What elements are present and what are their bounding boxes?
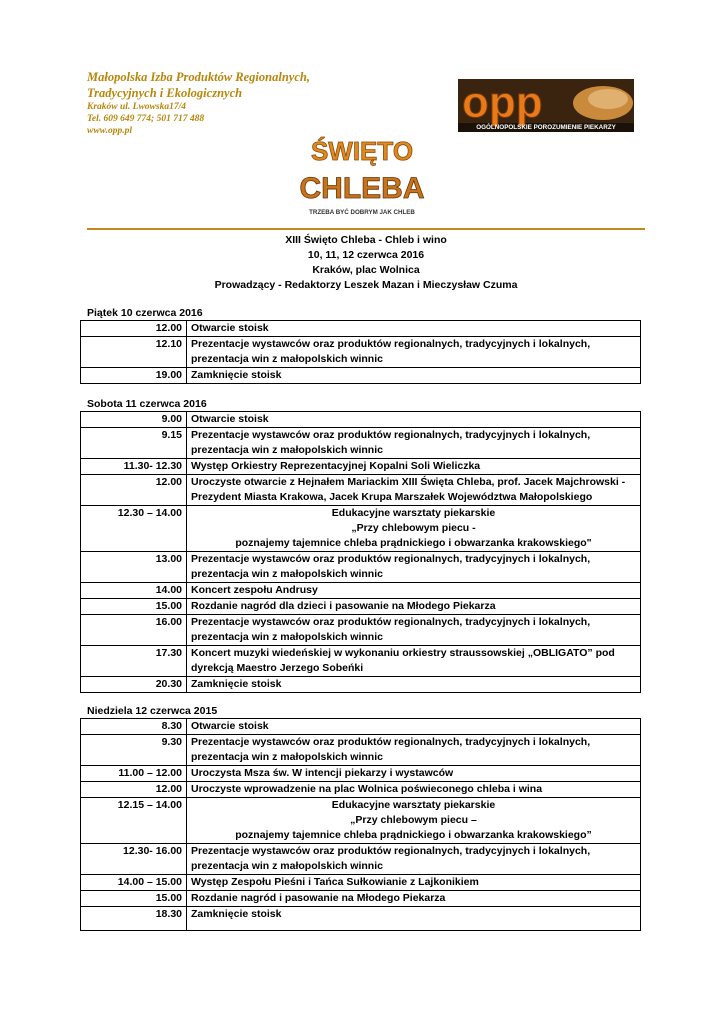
schedule-row bbox=[81, 412, 641, 428]
schedule-event-line: Prezentacje wystawców oraz produktów regionalnych, tradycyjnych i lokalnych, bbox=[191, 553, 591, 565]
schedule-event bbox=[187, 891, 641, 907]
schedule-row bbox=[81, 766, 641, 782]
opp-logo-text: opp bbox=[462, 78, 543, 127]
schedule-row bbox=[81, 782, 641, 798]
schedule-row bbox=[81, 891, 641, 907]
schedule-event-line: Uroczyste otwarcie z Hejnałem Mariackim XIII Święta Chleba, prof. Jacek Majchrowski - bbox=[191, 476, 626, 488]
schedule-event-line: prezentacja win z małopolskich winnic bbox=[191, 631, 383, 643]
org-name-line1: Małopolska Izba Produktów Regionalnych, bbox=[87, 70, 310, 84]
schedule-event-line: Prezentacje wystawców oraz produktów regionalnych, tradycyjnych i lokalnych, bbox=[191, 845, 591, 857]
schedule-event bbox=[187, 766, 641, 782]
schedule-time: 20.30 bbox=[81, 677, 187, 693]
schedule-time: 15.00 bbox=[81, 599, 187, 615]
event-title bbox=[87, 233, 645, 293]
schedule-event-line: Rozdanie nagród i pasowanie na Młodego Piekarza bbox=[191, 892, 446, 904]
schedule-row bbox=[81, 798, 641, 844]
schedule-time: 15.00 bbox=[81, 891, 187, 907]
schedule-time: 12.30- 16.00 bbox=[81, 844, 187, 875]
org-address: Kraków ul. Lwowska17/4 bbox=[87, 102, 186, 112]
schedule-time: 19.00 bbox=[81, 368, 187, 384]
schedule-row bbox=[81, 615, 641, 646]
schedule-event-line: prezentacja win z małopolskich winnic bbox=[191, 444, 383, 456]
schedule-event bbox=[187, 459, 641, 475]
schedule-event bbox=[187, 615, 641, 646]
schedule-row bbox=[81, 735, 641, 766]
schedule-table-saturday bbox=[80, 411, 641, 693]
schedule-row bbox=[81, 583, 641, 599]
org-website: www.opp.pl bbox=[87, 126, 133, 136]
schedule-blank-row bbox=[81, 922, 641, 931]
schedule-event-line: prezentacja win z małopolskich winnic bbox=[191, 860, 383, 872]
schedule-event-line: poznajemy tajemnice chleba prądnickiego i obwarzanka krakowskiego” bbox=[235, 829, 592, 841]
schedule-event-line: Otwarcie stoisk bbox=[191, 720, 269, 732]
swieto-chleba-logo bbox=[299, 128, 425, 220]
schedule-event-line: Prezentacje wystawców oraz produktów regionalnych, tradycyjnych i lokalnych, bbox=[191, 736, 591, 748]
schedule-event-line: Prezentacje wystawców oraz produktów regionalnych, tradycyjnych i lokalnych, bbox=[191, 429, 591, 441]
swieto-logo-line1: ŚWIĘTO bbox=[310, 136, 414, 166]
schedule-time: 16.00 bbox=[81, 615, 187, 646]
schedule-row bbox=[81, 599, 641, 615]
schedule-row bbox=[81, 428, 641, 459]
schedule-event-line: poznajemy tajemnice chleba prądnickiego i obwarzanka krakowskiego" bbox=[235, 537, 592, 549]
schedule-time bbox=[81, 922, 187, 931]
schedule-event bbox=[187, 844, 641, 875]
swieto-logo-tagline: TRZEBA BYĆ DOBRYM JAK CHLEB bbox=[309, 209, 415, 216]
schedule-time: 12.10 bbox=[81, 337, 187, 368]
day-heading-friday: Piątek 10 czerwca 2016 bbox=[87, 307, 203, 319]
schedule-table-friday bbox=[80, 320, 641, 384]
schedule-row bbox=[81, 506, 641, 552]
schedule-event bbox=[187, 428, 641, 459]
schedule-event-line: Otwarcie stoisk bbox=[191, 413, 269, 425]
schedule-event-line: prezentacja win z małopolskich winnic bbox=[191, 568, 383, 580]
schedule-event bbox=[187, 552, 641, 583]
schedule-event-line: Prezydent Miasta Krakowa, Jacek Krupa Marszałek Województwa Małopolskiego bbox=[191, 491, 593, 503]
schedule-row bbox=[81, 844, 641, 875]
day-heading-sunday: Niedziela 12 czerwca 2015 bbox=[87, 705, 218, 717]
org-name-line2: Tradycyjnych i Ekologicznych bbox=[87, 86, 243, 100]
schedule-time: 9.00 bbox=[81, 412, 187, 428]
schedule-event-line: prezentacja win z małopolskich winnic bbox=[191, 353, 383, 365]
schedule-time: 12.15 – 14.00 bbox=[81, 798, 187, 844]
opp-logo bbox=[458, 79, 634, 132]
schedule-time: 12.00 bbox=[81, 475, 187, 506]
event-hosts: Prowadzący - Redaktorzy Leszek Mazan i Mieczysław Czuma bbox=[214, 279, 518, 291]
schedule-row bbox=[81, 907, 641, 923]
schedule-time: 9.30 bbox=[81, 735, 187, 766]
schedule-row bbox=[81, 337, 641, 368]
schedule-event-line: Występ Orkiestry Reprezentacyjnej Kopalni Soli Wieliczka bbox=[191, 460, 481, 472]
schedule-event bbox=[187, 412, 641, 428]
schedule-time: 18.30 bbox=[81, 907, 187, 923]
schedule-event-line: Uroczysta Msza św. W intencji piekarzy i wystawców bbox=[191, 767, 454, 779]
schedule-time: 9.15 bbox=[81, 428, 187, 459]
schedule-time: 8.30 bbox=[81, 719, 187, 735]
schedule-time: 12.00 bbox=[81, 782, 187, 798]
opp-logo-subtitle: OGÓLNOPOLSKIE POROZUMIENIE PIEKARZY bbox=[476, 124, 616, 131]
schedule-event-line: Otwarcie stoisk bbox=[191, 322, 269, 334]
schedule-event-line: Edukacyjne warsztaty piekarskie bbox=[331, 507, 496, 519]
schedule-event bbox=[187, 922, 641, 931]
header-divider bbox=[87, 228, 645, 230]
schedule-event bbox=[187, 677, 641, 693]
schedule-event-line: „Przy chlebowym piecu – bbox=[350, 814, 477, 826]
schedule-event bbox=[187, 599, 641, 615]
schedule-table-sunday bbox=[80, 718, 641, 931]
schedule-event bbox=[187, 506, 641, 552]
schedule-time: 12.00 bbox=[81, 321, 187, 337]
schedule-row bbox=[81, 552, 641, 583]
schedule-event-line: dyrekcją Maestro Jerzego Sobeńki bbox=[191, 662, 364, 674]
schedule-event bbox=[187, 321, 641, 337]
schedule-event-line: Prezentacje wystawców oraz produktów regionalnych, tradycyjnych i lokalnych, bbox=[191, 338, 591, 350]
schedule-event-line: Zamknięcie stoisk bbox=[191, 908, 282, 920]
schedule-event-line: Zamknięcie stoisk bbox=[191, 369, 282, 381]
schedule-event-line: Koncert muzyki wiedeńskiej w wykonaniu orkiestry straussowskiej „OBLIGATO” pod bbox=[191, 647, 615, 659]
schedule-event bbox=[187, 583, 641, 599]
schedule-event bbox=[187, 368, 641, 384]
schedule-row bbox=[81, 719, 641, 735]
schedule-row bbox=[81, 475, 641, 506]
schedule-event-line: Edukacyjne warsztaty piekarskie bbox=[331, 799, 496, 811]
schedule-event bbox=[187, 337, 641, 368]
schedule-event bbox=[187, 475, 641, 506]
schedule-event-line: Występ Zespołu Pieśni i Tańca Sułkowianie z Lajkonikiem bbox=[191, 876, 479, 888]
event-title-line1: XIII Święto Chleba - Chleb i wino bbox=[285, 234, 447, 246]
schedule-event bbox=[187, 719, 641, 735]
schedule-event bbox=[187, 875, 641, 891]
schedule-event bbox=[187, 735, 641, 766]
schedule-event-line: Prezentacje wystawców oraz produktów regionalnych, tradycyjnych i lokalnych, bbox=[191, 616, 591, 628]
organization-info bbox=[87, 69, 417, 137]
swieto-logo-line2: CHLEBA bbox=[299, 172, 425, 205]
schedule-event-line: Uroczyste wprowadzenie na plac Wolnica poświeconego chleba i wina bbox=[191, 783, 543, 795]
schedule-event-line: prezentacja win z małopolskich winnic bbox=[191, 751, 383, 763]
schedule-event bbox=[187, 907, 641, 923]
schedule-row bbox=[81, 368, 641, 384]
schedule-event bbox=[187, 782, 641, 798]
schedule-row bbox=[81, 677, 641, 693]
event-dates: 10, 11, 12 czerwca 2016 bbox=[307, 249, 425, 261]
schedule-event-line: Koncert zespołu Andrusy bbox=[191, 584, 318, 596]
org-phone: Tel. 609 649 774; 501 717 488 bbox=[87, 114, 205, 124]
schedule-event-line: Zamknięcie stoisk bbox=[191, 678, 282, 690]
schedule-event bbox=[187, 798, 641, 844]
event-location: Kraków, plac Wolnica bbox=[312, 264, 420, 276]
schedule-row bbox=[81, 459, 641, 475]
schedule-time: 14.00 – 15.00 bbox=[81, 875, 187, 891]
schedule-event-line: „Przy chlebowym piecu - bbox=[351, 522, 476, 534]
day-heading-saturday: Sobota 11 czerwca 2016 bbox=[87, 398, 207, 410]
schedule-row bbox=[81, 321, 641, 337]
schedule-time: 11.30- 12.30 bbox=[81, 459, 187, 475]
schedule-time: 11.00 – 12.00 bbox=[81, 766, 187, 782]
schedule-event bbox=[187, 646, 641, 677]
schedule-time: 17.30 bbox=[81, 646, 187, 677]
schedule-row bbox=[81, 646, 641, 677]
schedule-time: 14.00 bbox=[81, 583, 187, 599]
schedule-row bbox=[81, 875, 641, 891]
schedule-time: 12.30 – 14.00 bbox=[81, 506, 187, 552]
schedule-time: 13.00 bbox=[81, 552, 187, 583]
schedule-event-line: Rozdanie nagród dla dzieci i pasowanie na Młodego Piekarza bbox=[191, 600, 496, 612]
